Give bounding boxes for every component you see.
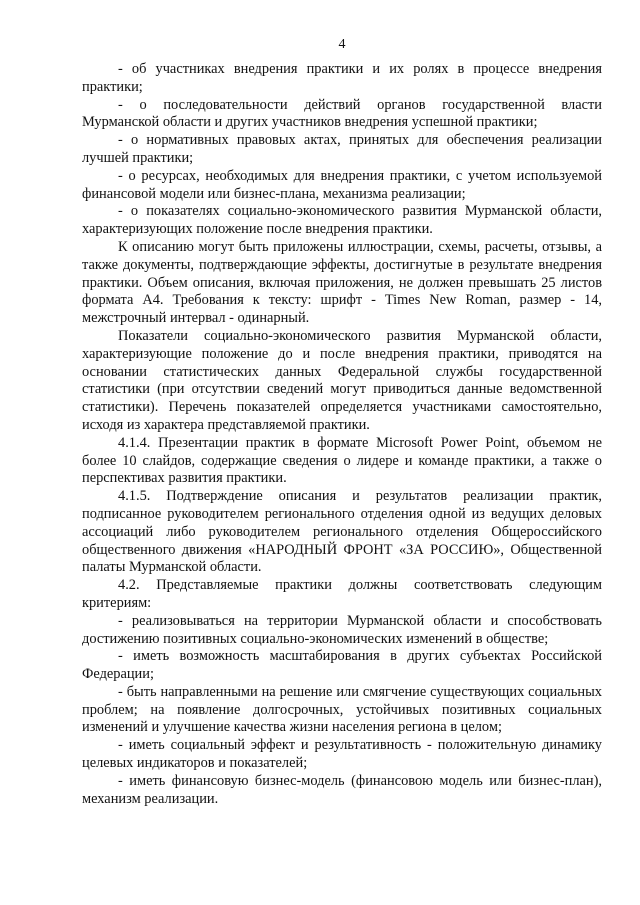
- paragraph-sequence-of-actions: - о последовательности действий органов государственной власти Мурманской области и других участников внедрения успешной практики;: [82, 96, 602, 131]
- paragraph-4-1-5-confirmation: 4.1.5. Подтверждение описания и результатов реализации практик, подписанное руководителем регионального отделения одной из ведущих деловых ассоциаций либо руководителем регионального отделения Общероссийского общественного движения «НАРОДНЫЙ ФРОНТ «ЗА РОССИЮ», Общественной палаты Мурманской области.: [82, 488, 602, 576]
- document-body: [82, 61, 602, 808]
- paragraph-indicators: - о показателях социально-экономического развития Мурманской области, характеризующих положение после внедрения практики.: [82, 203, 602, 238]
- paragraph-legal-acts: - о нормативных правовых актах, принятых для обеспечения реализации лучшей практики;: [82, 132, 602, 166]
- page-number: 4: [338, 37, 346, 52]
- paragraph-4-2-criteria: 4.2. Представляемые практики должны соответствовать следующим критериям:: [82, 577, 602, 611]
- paragraph-participants: - об участниках внедрения практики и их ролях в процессе внедрения практики;: [82, 61, 602, 95]
- criterion-territory: - реализовываться на территории Мурманской области и способствовать достижению позитивных социально-экономических изменений в обществе;: [82, 612, 602, 647]
- criterion-social-problems: - быть направленными на решение или смягчение существующих социальных проблем; на появление долгосрочных, устойчивых позитивных социальных изменений и улучшение качества жизни населения региона в целом;: [82, 683, 602, 736]
- paragraph-4-1-4-presentations: 4.1.4. Презентации практик в формате Microsoft Power Point, объемом не более 10 слайдов, содержащие сведения о лидере и команде практики, а также о перспективах развития практики.: [82, 434, 602, 487]
- criterion-scalability: - иметь возможность масштабирования в других субъектах Российской Федерации;: [82, 648, 602, 683]
- criterion-business-model: - иметь финансовую бизнес-модель (финансовою модель или бизнес-план), механизм реализации.: [82, 772, 602, 807]
- paragraph-resources: - о ресурсах, необходимых для внедрения практики, с учетом используемой финансовой модели или бизнес-плана, механизма реализации;: [82, 167, 602, 202]
- criterion-social-effect: - иметь социальный эффект и результативность - положительную динамику целевых индикаторов и показателей;: [82, 737, 602, 772]
- paragraph-statistics: Показатели социально-экономического развития Мурманской области, характеризующие положение до и после внедрения практики, приводятся на основании статистических данных Федеральной службы государственной статистики (при отсутствии сведений могут приводиться данные ведомственной статистики). Перечень показателей определяется участниками самостоятельно, исходя из характера представляемой практики.: [82, 327, 602, 433]
- paragraph-attachments: К описанию могут быть приложены иллюстрации, схемы, расчеты, отзывы, а также документы, подтверждающие эффекты, достигнутые в результате внедрения практики. Объем описания, включая приложения, не должен превышать 25 листов формата А4. Требования к тексту: шрифт - Times New Roman, размер - 14, межстрочный интервал - одинарный.: [82, 238, 602, 327]
